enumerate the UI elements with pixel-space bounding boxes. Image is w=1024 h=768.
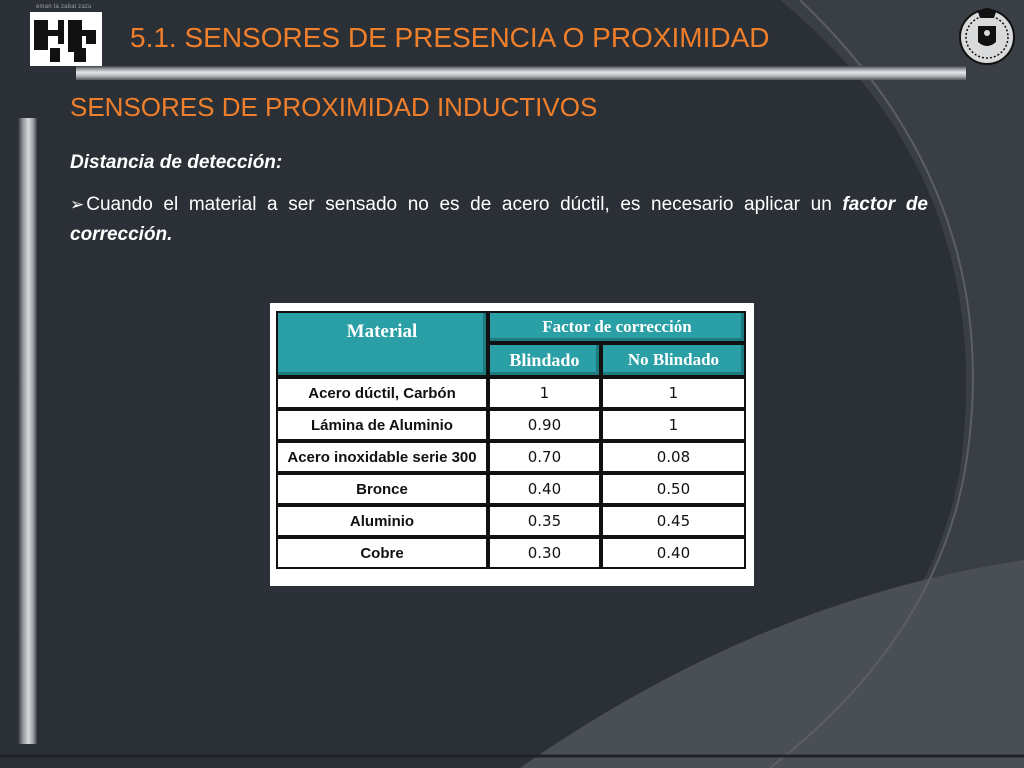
material-cell: Bronce (276, 473, 488, 505)
arrow-bullet-icon: ➢ (70, 195, 85, 214)
table-row (276, 377, 746, 409)
section-subtitle: SENSORES DE PROXIMIDAD INDUCTIVOS (70, 92, 598, 122)
shielded-cell: 0.35 (488, 505, 601, 537)
title-divider (76, 66, 966, 80)
material-cell: Aluminio (276, 505, 488, 537)
correction-factor-table (276, 311, 746, 569)
shielded-cell: 0.30 (488, 537, 601, 569)
unshielded-cell: 0.08 (601, 441, 746, 473)
header-material: Material (276, 311, 488, 377)
unshielded-cell: 0.50 (601, 473, 746, 505)
shielded-cell: 0.70 (488, 441, 601, 473)
slide-title: 5.1. SENSORES DE PRESENCIA O PROXIMIDAD (130, 22, 770, 53)
shielded-cell: 1 (488, 377, 601, 409)
material-cell: Acero dúctil, Carbón (276, 377, 488, 409)
unshielded-cell: 1 (601, 377, 746, 409)
unshielded-cell: 0.40 (601, 537, 746, 569)
logo-mark-icon (30, 12, 102, 66)
material-cell: Acero inoxidable serie 300 (276, 441, 488, 473)
bullet-text: Cuando el material a ser sensado no es de acero dúctil, es necesario aplicar un (86, 194, 843, 215)
shielded-cell: 0.40 (488, 473, 601, 505)
unshielded-cell: 0.45 (601, 505, 746, 537)
material-cell: Cobre (276, 537, 488, 569)
crest-seal-icon (958, 4, 1016, 66)
bullet-emphasis: factor de corrección. (70, 194, 928, 245)
table-row (276, 409, 746, 441)
table-row (276, 505, 746, 537)
correction-factor-table-image (270, 303, 754, 586)
table-row (276, 537, 746, 569)
header-unshielded: No Blindado (601, 343, 746, 377)
header-shielded: Blindado (488, 343, 601, 377)
table-row (276, 441, 746, 473)
header-factor: Factor de corrección (488, 311, 746, 343)
logo-caption: eman ta zabal zazu (36, 4, 92, 10)
table-row (276, 473, 746, 505)
university-logo (30, 2, 104, 66)
side-decorative-bar (18, 118, 37, 744)
shielded-cell: 0.90 (488, 409, 601, 441)
lead-heading: Distancia de detección: (70, 152, 283, 173)
bullet-item (70, 190, 928, 250)
unshielded-cell: 1 (601, 409, 746, 441)
material-cell: Lámina de Aluminio (276, 409, 488, 441)
